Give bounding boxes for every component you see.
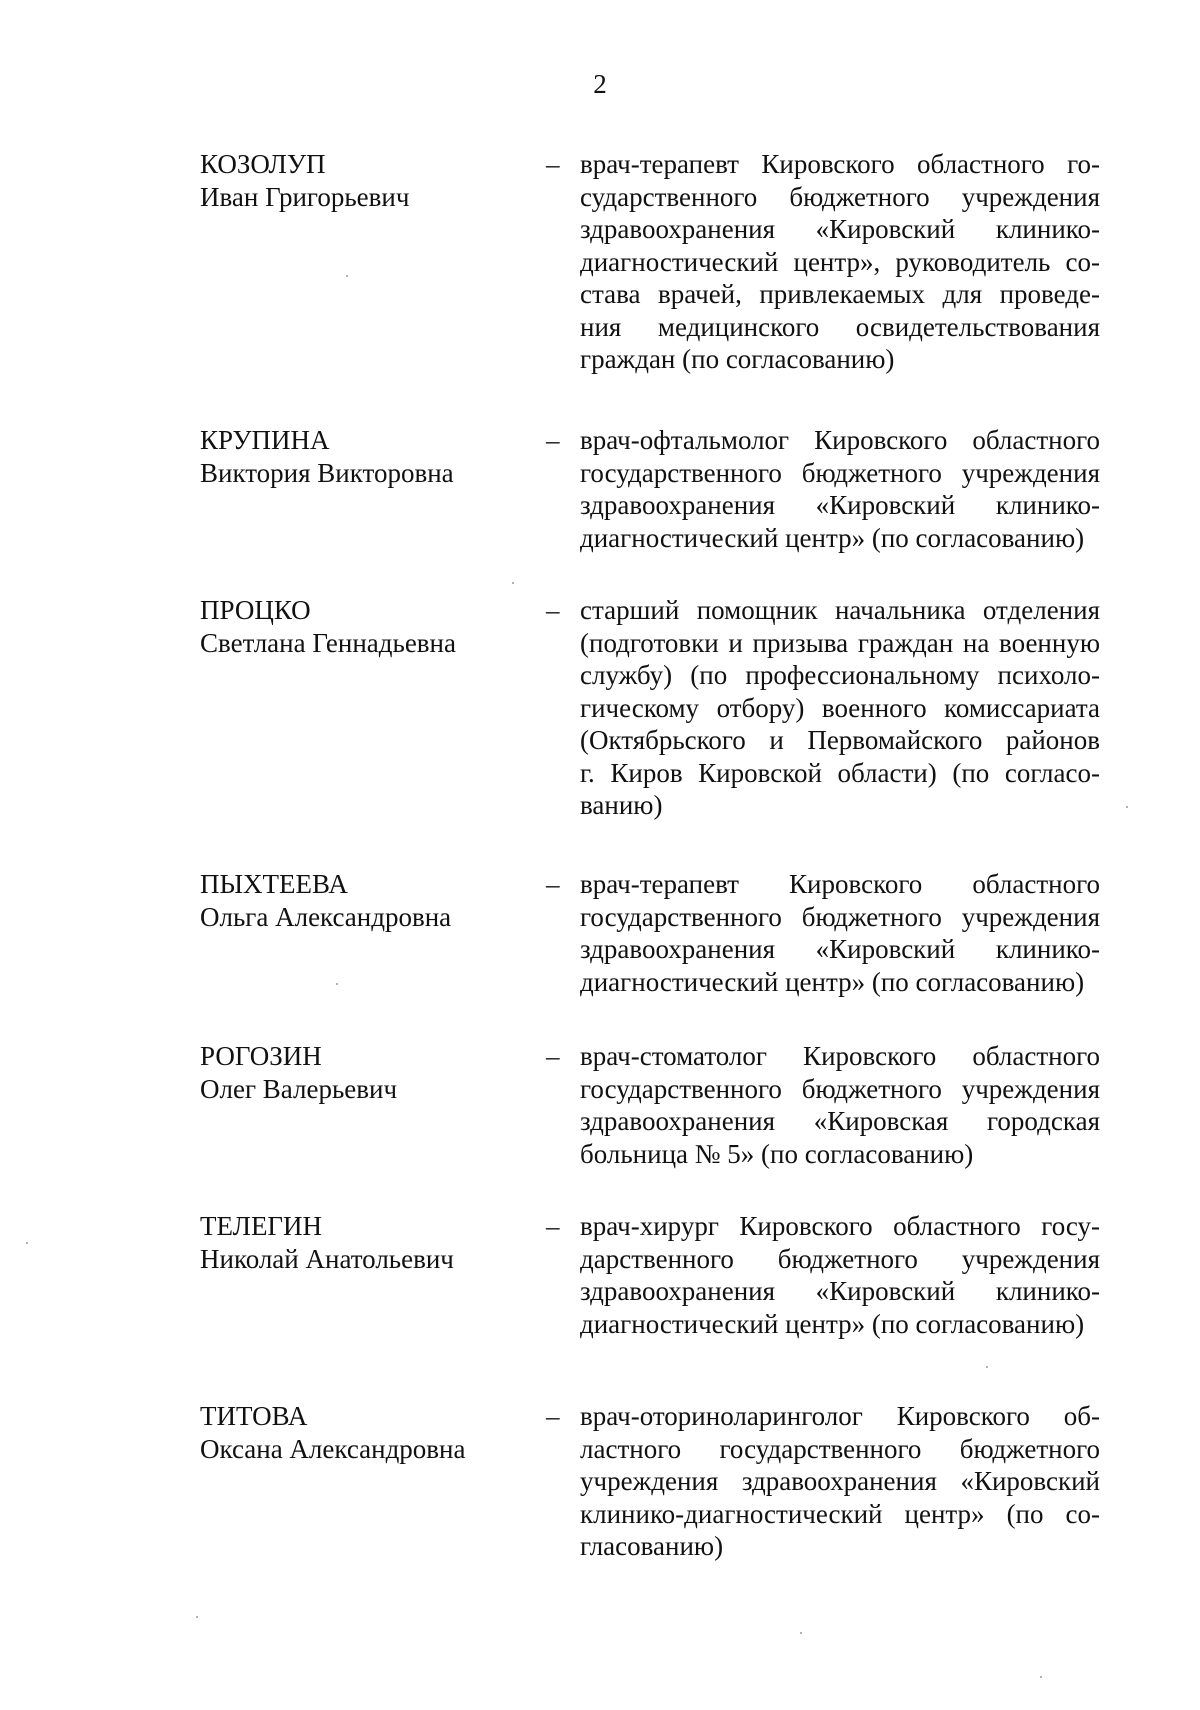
- member-position: [580, 1040, 1100, 1170]
- scan-speck: [336, 983, 338, 985]
- position-line: здравоохранения «Кировский клинико-: [580, 1276, 1100, 1306]
- entry-dash: –: [546, 1211, 560, 1241]
- position-line: г. Киров Кировской области) (по согласо-: [580, 757, 1100, 788]
- position-line: государственного бюджетного учреждения: [580, 901, 1100, 932]
- position-line: врач-оториноларинголог Кировского об-: [580, 1401, 1100, 1431]
- member-position: [580, 1400, 1100, 1563]
- member-position: [580, 594, 1100, 822]
- position-line: сударственного бюджетного учреждения: [580, 181, 1100, 212]
- scan-speck: [26, 1242, 28, 1244]
- position-line: ния медицинского освидетельствования: [580, 311, 1100, 342]
- member-given-names: Оксана Александровна: [200, 1433, 466, 1464]
- member-given-names: Светлана Геннадьевна: [200, 627, 456, 658]
- position-line: диагностический центр» (по согласованию): [580, 966, 1085, 997]
- position-line: граждан (по согласованию): [580, 344, 895, 374]
- position-line: диагностический центр» (по согласованию): [580, 1308, 1085, 1339]
- member-position: [580, 868, 1100, 998]
- position-line: гласованию): [580, 1531, 724, 1561]
- entry-dash: –: [546, 1041, 560, 1071]
- position-line: (подготовки и призыва граждан на военную: [580, 627, 1100, 658]
- position-line: государственного бюджетного учреждения: [580, 457, 1100, 488]
- member-given-names: Виктория Викторовна: [200, 457, 454, 488]
- position-line: врач-терапевт Кировского областного: [580, 869, 1100, 899]
- member-position: [580, 424, 1100, 554]
- member-name: [200, 1210, 530, 1275]
- position-line: здравоохранения «Кировский клинико-: [580, 934, 1100, 964]
- entry-dash: –: [546, 149, 560, 179]
- member-position: [580, 1210, 1100, 1340]
- scan-speck: [800, 1632, 802, 1634]
- position-line: старший помощник начальника отделения: [580, 595, 1100, 625]
- member-surname: ПРОЦКО: [200, 595, 311, 625]
- position-line: ластного государственного бюджетного: [580, 1433, 1100, 1464]
- position-line: клинико-диагностический центр» (по со-: [580, 1498, 1100, 1529]
- position-line: государственного бюджетного учреждения: [580, 1073, 1100, 1104]
- member-given-names: Ольга Александровна: [200, 901, 452, 932]
- entry-dash: –: [546, 425, 560, 455]
- scan-speck: [986, 1366, 988, 1368]
- position-line: (Октябрьского и Первомайского районов: [580, 725, 1100, 755]
- member-name: [200, 868, 530, 933]
- member-name: [200, 1400, 530, 1465]
- member-name: [200, 1040, 530, 1105]
- position-line: больница № 5» (по согласованию): [580, 1138, 974, 1169]
- member-given-names: Николай Анатольевич: [200, 1243, 454, 1274]
- position-line: врач-стоматолог Кировского областного: [580, 1041, 1100, 1071]
- member-surname: КОЗОЛУП: [200, 149, 326, 179]
- member-surname: РОГОЗИН: [200, 1041, 322, 1071]
- position-line: врач-офтальмолог Кировского областного: [580, 425, 1100, 455]
- position-line: здравоохранения «Кировский клинико-: [580, 490, 1100, 520]
- position-line: врач-хирург Кировского областного госу-: [580, 1211, 1100, 1241]
- position-line: дарственного бюджетного учреждения: [580, 1243, 1100, 1274]
- scan-speck: [196, 1616, 198, 1618]
- position-line: става врачей, привлекаемых для проведе-: [580, 279, 1100, 309]
- position-line: диагностический центр», руководитель со-: [580, 246, 1100, 277]
- member-given-names: Иван Григорьевич: [200, 181, 410, 212]
- member-surname: КРУПИНА: [200, 425, 330, 455]
- member-surname: ПЫХТЕЕВА: [200, 869, 348, 899]
- position-line: гическому отбору) военного комиссариата: [580, 692, 1100, 723]
- member-given-names: Олег Валерьевич: [200, 1073, 398, 1104]
- scan-speck: [1126, 806, 1128, 808]
- scan-speck: [346, 275, 348, 277]
- position-line: учреждения здравоохранения «Кировский: [580, 1466, 1100, 1496]
- entry-dash: –: [546, 595, 560, 625]
- member-name: [200, 148, 530, 213]
- position-line: диагностический центр» (по согласованию): [580, 522, 1085, 553]
- member-name: [200, 594, 530, 659]
- entry-dash: –: [546, 1401, 560, 1431]
- position-line: врач-терапевт Кировского областного го-: [580, 149, 1100, 179]
- member-position: [580, 148, 1100, 376]
- position-line: здравоохранения «Кировский клинико-: [580, 214, 1100, 244]
- scan-speck: [512, 582, 514, 584]
- position-line: здравоохранения «Кировская городская: [580, 1106, 1100, 1136]
- member-surname: ТЕЛЕГИН: [200, 1211, 323, 1241]
- member-name: [200, 424, 530, 489]
- entry-dash: –: [546, 869, 560, 899]
- member-surname: ТИТОВА: [200, 1401, 308, 1431]
- position-line: ванию): [580, 790, 663, 820]
- page-number: 2: [593, 69, 607, 99]
- position-line: службу) (по профессиональному психоло-: [580, 660, 1100, 690]
- scan-speck: [1040, 1676, 1042, 1678]
